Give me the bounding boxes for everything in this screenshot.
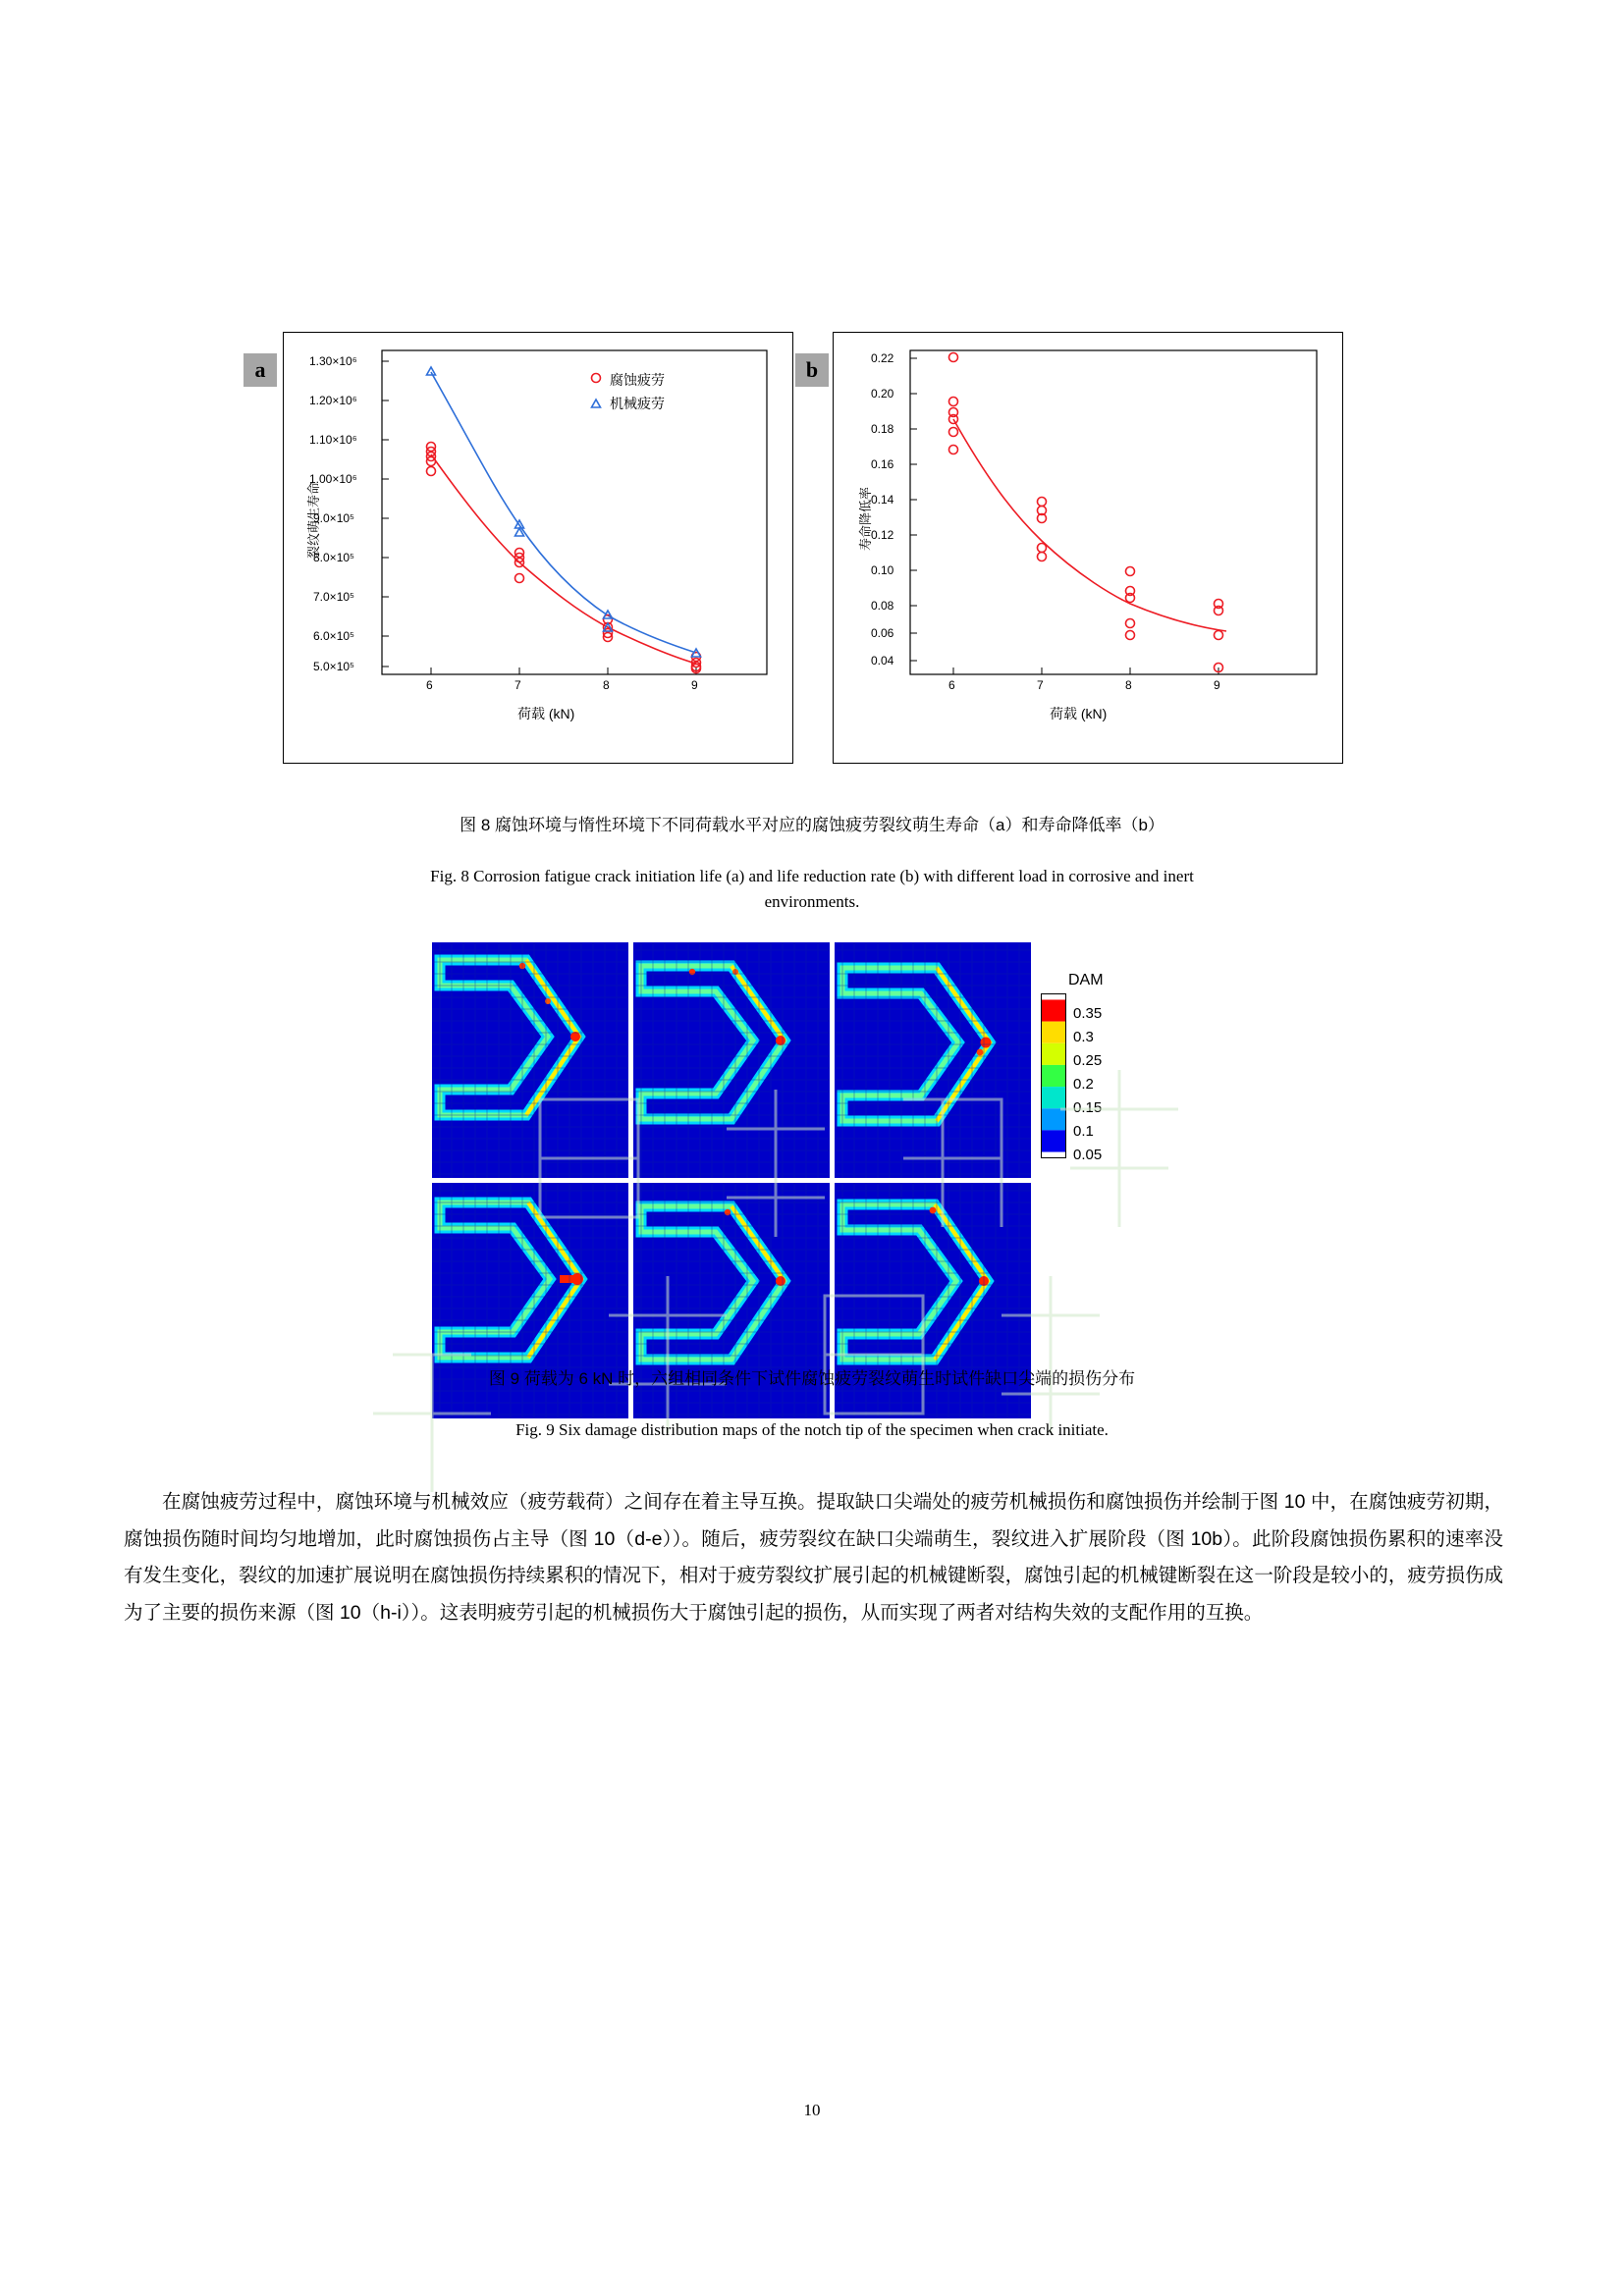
panel-a-ytick-2: 7.0×10⁵	[313, 590, 355, 604]
panel-a-ytick-7: 1.20×10⁶	[309, 394, 357, 407]
panel-b-ytick-7: 0.18	[871, 422, 894, 436]
panel-b-ytick-3: 0.10	[871, 563, 894, 577]
panel-a-xtick-2: 8	[603, 678, 610, 692]
colorbar-label-0: 0.35	[1073, 1005, 1103, 1022]
panel-a-ytick-1: 6.0×10⁵	[313, 629, 355, 643]
panel-b-yaxis-label: 寿命降低率	[858, 486, 873, 551]
panel-a-xtick-3: 9	[691, 678, 698, 692]
figure-8-caption-cn: 图 8 腐蚀环境与惰性环境下不同荷载水平对应的腐蚀疲劳裂纹萌生寿命（a）和寿命降低率（b）	[460, 816, 1164, 834]
panel-a-ytick-0: 5.0×10⁵	[313, 660, 355, 673]
panel-b-xaxis-label: 荷载 (kN)	[1050, 706, 1108, 721]
panel-b-ytick-5: 0.14	[871, 493, 894, 507]
figure-8-panel-b	[833, 332, 1343, 764]
figure-9-colorbar	[1041, 972, 1159, 1168]
colorbar-swatches	[1041, 993, 1066, 1158]
panel-b-ytick-6: 0.16	[871, 457, 894, 471]
colorbar-title: DAM	[1068, 972, 1104, 988]
panel-b-xtick-3: 9	[1214, 678, 1220, 692]
chart-panel-a-svg	[284, 333, 792, 763]
panel-b-xtick-0: 6	[948, 678, 955, 692]
legend-label-corrosion: 腐蚀疲劳	[610, 372, 665, 388]
figure-8-caption-en	[243, 864, 1381, 916]
panel-a-yaxis-label: 裂纹萌生寿命	[306, 481, 321, 559]
panel-a-ytick-5: 1.00×10⁶	[309, 472, 357, 486]
damage-map-b	[633, 942, 830, 1178]
panel-a-ytick-4: 9.0×10⁵	[313, 511, 355, 525]
figure-9-caption-en: Fig. 9 Six damage distribution maps of the notch tip of the specimen when crack initiate.	[515, 1420, 1109, 1439]
colorbar-label-5: 0.1	[1073, 1123, 1094, 1140]
legend-label-mechanical: 机械疲劳	[610, 396, 665, 411]
damage-map-a	[432, 942, 628, 1178]
panel-b-ytick-2: 0.08	[871, 599, 894, 613]
colorbar-label-2: 0.25	[1073, 1052, 1103, 1069]
panel-a-ytick-3: 8.0×10⁵	[313, 551, 355, 564]
figure-8-caption-en-line1: Fig. 8 Corrosion fatigue crack initiation life (a) and life reduction rate (b) with different load in corrosive and inert	[430, 867, 1194, 885]
panel-a-xtick-1: 7	[514, 678, 521, 692]
page-number: 10	[803, 2101, 821, 2119]
figure-8-caption-en-line2: environments.	[764, 892, 860, 912]
chart-panel-b-svg	[834, 333, 1342, 763]
colorbar-label-6: 0.05	[1073, 1147, 1103, 1163]
panel-b-ytick-9: 0.22	[871, 351, 894, 365]
colorbar-label-4: 0.15	[1073, 1099, 1103, 1116]
panel-a-tag: a	[244, 353, 277, 387]
figure-8-panel-a	[283, 332, 793, 764]
panel-a-xtick-0: 6	[426, 678, 433, 692]
panel-b-xtick-2: 8	[1125, 678, 1132, 692]
figure-9-caption-cn: 图 9 荷载为 6 kN 时，六组相同条件下试件腐蚀疲劳裂纹萌生时试件缺口尖端的损伤分布	[488, 1369, 1136, 1388]
body-paragraph: 在腐蚀疲劳过程中，腐蚀环境与机械效应（疲劳载荷）之间存在着主导互换。提取缺口尖端处的疲劳机械损伤和腐蚀损伤并绘制于图 10 中，在腐蚀疲劳初期，腐蚀损伤随时间均匀地增加，此时腐蚀损伤占主导（图 10（d-e））。随后，疲劳裂纹在缺口尖端萌生，裂纹进入扩展阶段（图 10b）。此阶段腐蚀损伤累积的速率没有发生变化，裂纹的加速扩展说明在腐蚀损伤持续累积的情况下，相对于疲劳裂纹扩展引起的机械键断裂，腐蚀引起的机械键断裂在这一阶段是较小的，疲劳损伤成为了主要的损伤来源（图 10（h-i））。这表明疲劳引起的机械损伤大于腐蚀引起的损伤，从而实现了两者对结构失效的支配作用的互换。	[124, 1491, 1503, 1624]
panel-a-ytick-6: 1.10×10⁶	[309, 433, 357, 447]
panel-a-xaxis-label: 荷载 (kN)	[517, 706, 575, 721]
figure-9	[432, 942, 1159, 1355]
panel-b-ytick-8: 0.20	[871, 387, 894, 400]
panel-b-tag: b	[795, 353, 829, 387]
panel-b-xtick-1: 7	[1037, 678, 1044, 692]
panel-b-ytick-0: 0.04	[871, 654, 894, 667]
damage-map-c	[835, 942, 1031, 1178]
colorbar-label-1: 0.3	[1073, 1029, 1094, 1045]
panel-b-ytick-1: 0.06	[871, 626, 894, 640]
colorbar-label-3: 0.2	[1073, 1076, 1094, 1093]
panel-b-ytick-4: 0.12	[871, 528, 894, 542]
figure-8	[244, 332, 1382, 764]
panel-a-ytick-8: 1.30×10⁶	[309, 354, 357, 368]
